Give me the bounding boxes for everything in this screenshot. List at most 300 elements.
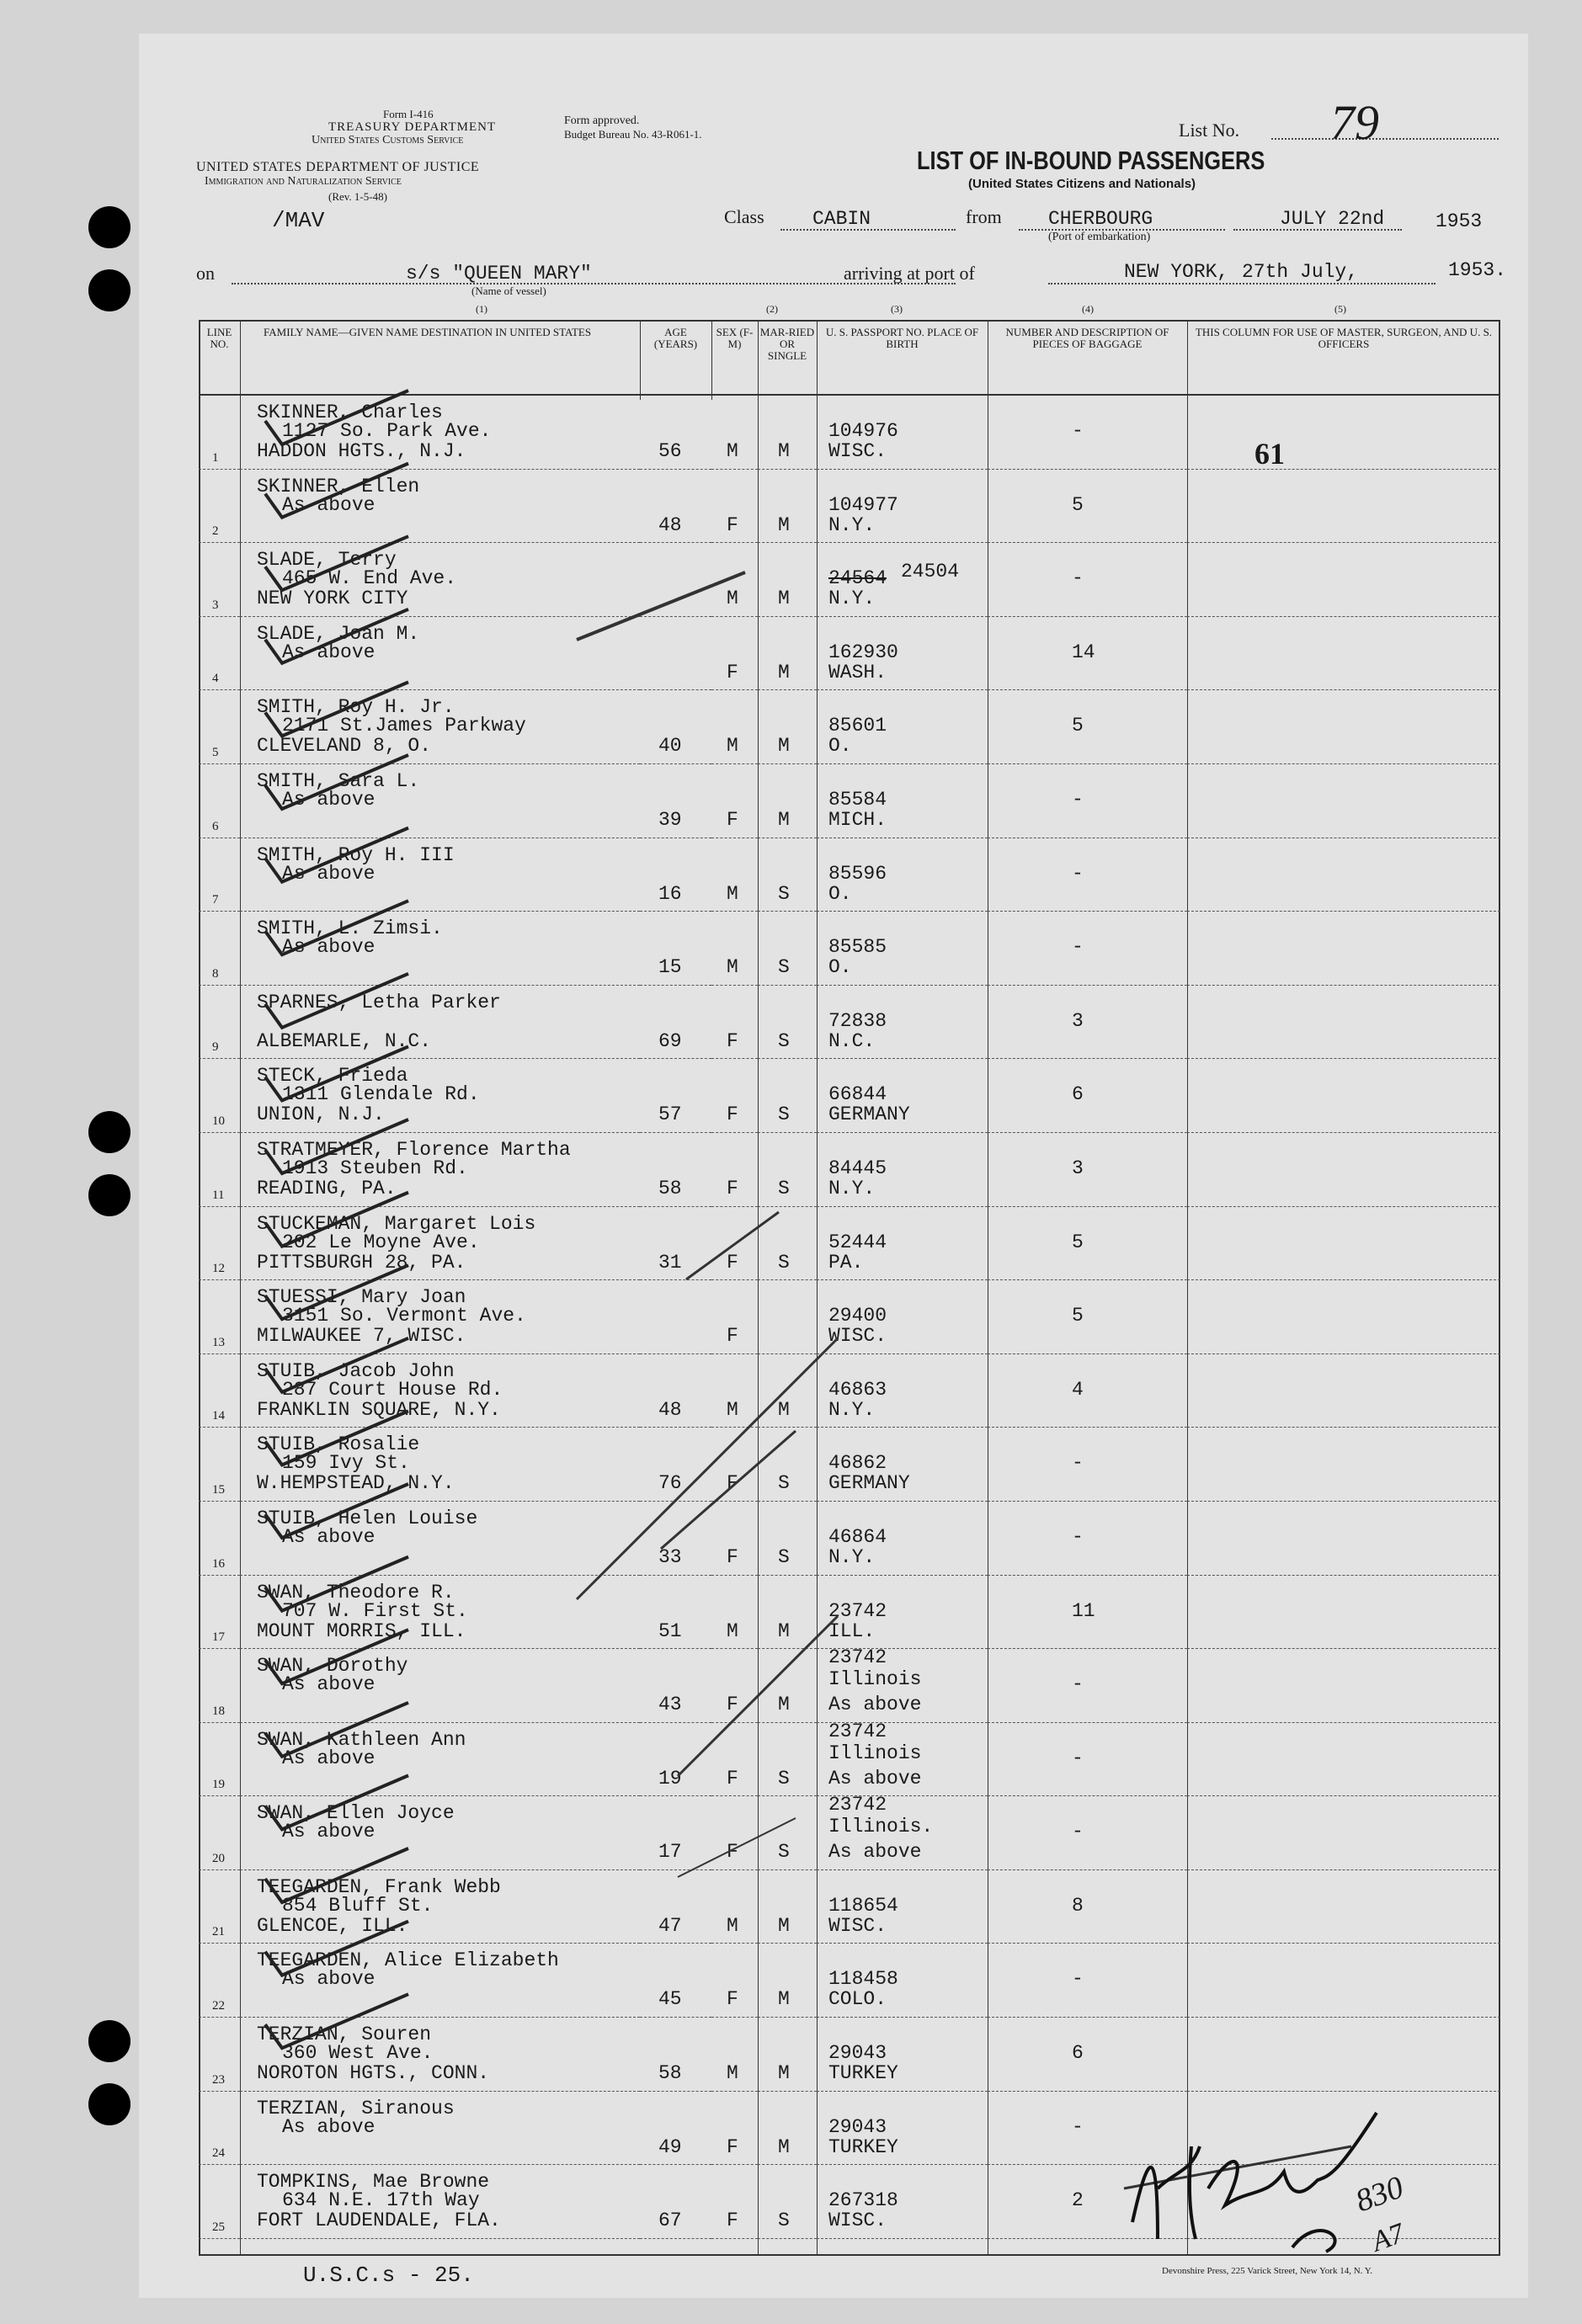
age: 19 <box>658 1767 682 1790</box>
married-cell <box>758 2165 817 2239</box>
age-cell <box>640 1206 711 1280</box>
sex: M <box>727 1619 738 1642</box>
age-cell <box>640 469 711 543</box>
name-cell <box>240 395 640 469</box>
marital-status: S <box>778 882 790 905</box>
header-officers: THIS COLUMN FOR USE OF MASTER, SURGEON, AND U. S. OFFICERS <box>1187 320 1500 395</box>
line-number-cell <box>199 1132 240 1206</box>
baggage-cell <box>988 985 1187 1059</box>
punch-hole <box>88 2083 131 2125</box>
marital-status: S <box>778 1472 790 1495</box>
age-cell <box>640 543 711 617</box>
line-number-cell <box>199 1206 240 1280</box>
passport-cell <box>817 395 988 469</box>
address-line-1: 287 Court House Rd. <box>282 1378 503 1401</box>
passport-number: 29043 <box>828 2042 887 2065</box>
address-line-1: 465 W. End Ave. <box>282 567 457 590</box>
age-cell <box>640 763 711 838</box>
line-number: 14 <box>212 1409 225 1423</box>
passport-number: 23742 <box>828 1720 887 1742</box>
table-row <box>199 543 1500 617</box>
sex-cell <box>711 1132 758 1206</box>
line-number: 5 <box>212 745 219 759</box>
passport-number: 23742 <box>828 1599 887 1622</box>
line-number-cell <box>199 912 240 986</box>
birthplace-line: GERMANY <box>828 1472 910 1495</box>
passport-number: 85585 <box>828 936 887 959</box>
baggage-count: 5 <box>1072 715 1084 737</box>
table-row <box>199 763 1500 838</box>
departure-year: 1953 <box>1436 210 1483 232</box>
marital-status: M <box>778 1619 790 1642</box>
line-number: 11 <box>212 1188 225 1202</box>
marital-status: M <box>778 440 790 462</box>
address-line-2: FORT LAUDENDALE, FLA. <box>257 2210 501 2232</box>
marital-status: S <box>778 1029 790 1052</box>
passport-cell <box>817 1722 988 1796</box>
sex: M <box>727 588 738 610</box>
passenger-name: TERZIAN, Siranous <box>257 2097 455 2119</box>
passenger-table <box>199 320 1500 2239</box>
baggage-cell <box>988 1280 1187 1354</box>
birthplace-line: As above <box>828 1841 922 1864</box>
address-line-1: 1311 Glendale Rd. <box>282 1083 480 1106</box>
table-row <box>199 1132 1500 1206</box>
baggage-count: 2 <box>1072 2189 1084 2212</box>
address-line-1: As above <box>282 788 376 811</box>
age: 47 <box>658 1914 682 1937</box>
punch-hole <box>88 1174 131 1216</box>
table-row <box>199 1796 1500 1870</box>
address-line-2: ALBEMARLE, N.C. <box>257 1029 432 1052</box>
officers-cell <box>1187 469 1500 543</box>
age-cell <box>640 1280 711 1354</box>
baggage-count: - <box>1072 1673 1084 1696</box>
passenger-name: SLADE, Terry <box>257 549 397 572</box>
table-row <box>199 1944 1500 2018</box>
line-number-cell <box>199 1575 240 1649</box>
sex: F <box>727 1104 738 1126</box>
age-cell <box>640 912 711 986</box>
birthplace-line: As above <box>828 1694 922 1716</box>
marital-status: S <box>778 956 790 979</box>
header-married: MAR-RIED OR SINGLE <box>758 320 817 395</box>
baggage-count: 8 <box>1072 1894 1084 1917</box>
passenger-name: SPARNES, Letha Parker <box>257 991 501 1013</box>
officers-cell <box>1187 1059 1500 1133</box>
age-cell <box>640 1428 711 1502</box>
header-age: AGE (YEARS) <box>640 320 711 395</box>
column-number: (5) <box>1334 303 1346 315</box>
address-line-1: 854 Bluff St. <box>282 1894 434 1917</box>
document-title: LIST OF IN-BOUND PASSENGERS <box>917 146 1265 175</box>
line-number-cell <box>199 2018 240 2092</box>
passport-cell <box>817 690 988 764</box>
baggage-count: - <box>1072 788 1084 811</box>
birthplace-line: N.Y. <box>828 1177 876 1199</box>
passport-number: 104977 <box>828 493 898 516</box>
table-row <box>199 1206 1500 1280</box>
baggage-cell <box>988 690 1187 764</box>
address-line-1: 3151 So. Vermont Ave. <box>282 1305 526 1327</box>
address-line-1: 202 Le Moyne Ave. <box>282 1231 480 1253</box>
address-line-2: MILWAUKEE 7, WISC. <box>257 1325 466 1348</box>
marital-status: S <box>778 1177 790 1199</box>
sex-cell <box>711 2091 758 2165</box>
age: 15 <box>658 956 682 979</box>
sex-cell <box>711 543 758 617</box>
passport-cell <box>817 2165 988 2239</box>
baggage-cell <box>988 1649 1187 1723</box>
address-line-1: 707 W. First St. <box>282 1599 468 1622</box>
header-line-no: LINE NO. <box>199 320 240 395</box>
passport-number: 162930 <box>828 641 898 663</box>
birthplace-line: PA. <box>828 1251 864 1274</box>
passenger-name: SMITH, Roy H. III <box>257 843 455 866</box>
baggage-count: 4 <box>1072 1378 1084 1401</box>
married-cell <box>758 985 817 1059</box>
passport-cell <box>817 912 988 986</box>
age-cell <box>640 616 711 690</box>
passport-cell <box>817 1353 988 1428</box>
baggage-cell <box>988 763 1187 838</box>
sex-cell <box>711 1944 758 2018</box>
header-name: FAMILY NAME—GIVEN NAME DESTINATION IN UNITED STATES <box>240 320 640 395</box>
sex-cell <box>711 912 758 986</box>
line-number: 21 <box>212 1925 225 1939</box>
address-line-2: W.HEMPSTEAD, N.Y. <box>257 1472 455 1495</box>
marital-status: M <box>778 808 790 831</box>
sex-cell <box>711 616 758 690</box>
document-subtitle: (United States Citizens and Nationals) <box>968 177 1196 191</box>
address-line-2: CLEVELAND 8, O. <box>257 735 432 758</box>
address-line-1: 634 N.E. 17th Way <box>282 2189 480 2212</box>
passport-number: 52444 <box>828 1231 887 1253</box>
married-cell <box>758 1501 817 1575</box>
age-cell <box>640 395 711 469</box>
birthplace-line: N.Y. <box>828 588 876 610</box>
passport-number: 29043 <box>828 2115 887 2138</box>
name-cell <box>240 1059 640 1133</box>
line-number-cell <box>199 543 240 617</box>
sex-cell <box>711 469 758 543</box>
form-footer-code: U.S.C.s - 25. <box>303 2263 474 2288</box>
sex: M <box>727 1914 738 1937</box>
sex: F <box>727 1177 738 1199</box>
birthplace-line: TURKEY <box>828 2135 898 2158</box>
line-number: 1 <box>212 450 219 465</box>
name-cell <box>240 985 640 1059</box>
table-row <box>199 838 1500 912</box>
table-row <box>199 912 1500 986</box>
married-cell <box>758 1059 817 1133</box>
line-number-cell <box>199 763 240 838</box>
birthplace-line: TURKEY <box>828 2062 898 2085</box>
sex-cell <box>711 1428 758 1502</box>
age-cell <box>640 2018 711 2092</box>
line-number: 7 <box>212 893 219 907</box>
married-cell <box>758 543 817 617</box>
line-number: 22 <box>212 1999 225 2013</box>
address-line-2: PITTSBURGH 28, PA. <box>257 1251 466 1274</box>
married-cell <box>758 763 817 838</box>
baggage-count: - <box>1072 1821 1084 1843</box>
sex-cell <box>711 395 758 469</box>
name-cell <box>240 1280 640 1354</box>
baggage-count: 3 <box>1072 1157 1084 1179</box>
passport-number: 29400 <box>828 1305 887 1327</box>
passenger-name: TOMPKINS, Mae Browne <box>257 2171 490 2194</box>
baggage-cell <box>988 1722 1187 1796</box>
passport-number: 23742 <box>828 1794 887 1816</box>
age: 39 <box>658 808 682 831</box>
age: 45 <box>658 1988 682 2011</box>
address-line-1: As above <box>282 1525 376 1548</box>
birthplace-line: WISC. <box>828 1325 887 1348</box>
sex-cell <box>711 1059 758 1133</box>
baggage-count: 6 <box>1072 1083 1084 1106</box>
address-line-1: As above <box>282 2115 376 2138</box>
sex: F <box>727 808 738 831</box>
birthplace-line: WISC. <box>828 1914 887 1937</box>
passport-cell <box>817 1796 988 1870</box>
name-cell <box>240 2091 640 2165</box>
address-line-1: As above <box>282 936 376 959</box>
table-header-row <box>199 320 1500 395</box>
name-cell <box>240 2165 640 2239</box>
marital-status: S <box>778 1545 790 1568</box>
table-row <box>199 1059 1500 1133</box>
age-cell <box>640 1353 711 1428</box>
baggage-cell <box>988 395 1187 469</box>
address-line-2: GLENCOE, ILL. <box>257 1914 408 1937</box>
married-cell <box>758 1796 817 1870</box>
table-row <box>199 1869 1500 1944</box>
age: 51 <box>658 1619 682 1642</box>
sex: F <box>727 661 738 683</box>
budget-bureau: Budget Bureau No. 43-R061-1. <box>564 128 702 141</box>
passenger-name: STUIB, Rosalie <box>257 1433 420 1456</box>
age-cell <box>640 1132 711 1206</box>
officers-cell <box>1187 1206 1500 1280</box>
header-sex: SEX (F-M) <box>711 320 758 395</box>
marital-status: S <box>778 1767 790 1790</box>
passport-number: 85601 <box>828 715 887 737</box>
sex: F <box>727 1988 738 2011</box>
passport-number: 72838 <box>828 1009 887 1032</box>
sex: M <box>727 1398 738 1421</box>
sex: F <box>727 1767 738 1790</box>
sex-cell <box>711 1796 758 1870</box>
from-label: from <box>966 206 1002 227</box>
officers-cell <box>1187 1649 1500 1723</box>
line-number-cell <box>199 1501 240 1575</box>
signature-time: 830 <box>1350 2169 1409 2220</box>
birthplace-line: COLO. <box>828 1988 887 2011</box>
birthplace-line: N.Y. <box>828 1398 876 1421</box>
marital-status: S <box>778 1104 790 1126</box>
name-cell <box>240 1353 640 1428</box>
sex-cell <box>711 1280 758 1354</box>
name-cell <box>240 1575 640 1649</box>
name-cell <box>240 1649 640 1723</box>
line-number-cell <box>199 690 240 764</box>
sex-cell <box>711 1649 758 1723</box>
sex-cell <box>711 1869 758 1944</box>
marital-status: M <box>778 1988 790 2011</box>
line-number-cell <box>199 1944 240 2018</box>
passport-cell <box>817 2018 988 2092</box>
printer-credit: Devonshire Press, 225 Varick Street, New York 14, N. Y. <box>1162 2266 1373 2276</box>
dept-treasury-sub: United States Customs Service <box>312 134 464 146</box>
list-number-value: 79 <box>1330 95 1379 150</box>
birthplace-line: GERMANY <box>828 1104 910 1126</box>
table-row <box>199 469 1500 543</box>
address-line-1: 2171 St.James Parkway <box>282 715 526 737</box>
passenger-name: TEEGARDEN, Frank Webb <box>257 1875 501 1898</box>
married-cell <box>758 690 817 764</box>
officers-cell <box>1187 395 1500 469</box>
marital-status: M <box>778 735 790 758</box>
baggage-count: 5 <box>1072 493 1084 516</box>
column-number: (2) <box>766 303 778 315</box>
age: 40 <box>658 735 682 758</box>
birthplace: Illinois <box>828 1742 922 1764</box>
baggage-count: 5 <box>1072 1231 1084 1253</box>
married-cell <box>758 1944 817 2018</box>
baggage-cell <box>988 1353 1187 1428</box>
birthplace-line: ILL. <box>828 1619 876 1642</box>
line-number-cell <box>199 1869 240 1944</box>
baggage-cell <box>988 1575 1187 1649</box>
age-cell <box>640 2165 711 2239</box>
sex-cell <box>711 2165 758 2239</box>
line-number-cell <box>199 1428 240 1502</box>
marital-status: M <box>778 661 790 683</box>
sex-cell <box>711 985 758 1059</box>
birthplace: Illinois. <box>828 1816 934 1838</box>
name-cell <box>240 763 640 838</box>
punch-hole <box>88 2020 131 2062</box>
passport-number: 118654 <box>828 1894 898 1917</box>
age-cell <box>640 1722 711 1796</box>
line-number-cell <box>199 1353 240 1428</box>
officers-note: 61 <box>1254 437 1285 471</box>
address-line-1: As above <box>282 493 376 516</box>
passport-number: 84445 <box>828 1157 887 1179</box>
age: 57 <box>658 1104 682 1126</box>
officers-cell <box>1187 1575 1500 1649</box>
address-line-1: As above <box>282 641 376 663</box>
passport-cell <box>817 1280 988 1354</box>
class-value: CABIN <box>812 208 871 230</box>
baggage-cell <box>988 1501 1187 1575</box>
sex: M <box>727 882 738 905</box>
sex: F <box>727 2135 738 2158</box>
line-number-cell <box>199 985 240 1059</box>
sex: F <box>727 513 738 536</box>
baggage-cell <box>988 1059 1187 1133</box>
sex: F <box>727 1325 738 1348</box>
passenger-name: STUCKEMAN, Margaret Lois <box>257 1212 536 1235</box>
married-cell <box>758 1280 817 1354</box>
name-cell <box>240 1796 640 1870</box>
age: 76 <box>658 1472 682 1495</box>
punch-hole <box>88 206 131 248</box>
sex: F <box>727 2210 738 2232</box>
passport-cell <box>817 838 988 912</box>
sex: F <box>727 1029 738 1052</box>
marital-status: M <box>778 2062 790 2085</box>
sex: F <box>727 1545 738 1568</box>
age-cell <box>640 1649 711 1723</box>
column-number: (3) <box>891 303 903 315</box>
officers-cell <box>1187 1796 1500 1870</box>
marital-status: S <box>778 1251 790 1274</box>
birthplace-line: WASH. <box>828 661 887 683</box>
passport-number: 85584 <box>828 788 887 811</box>
line-number: 16 <box>212 1556 225 1571</box>
passport-cell <box>817 1869 988 1944</box>
baggage-cell <box>988 838 1187 912</box>
signature <box>1124 2096 1402 2256</box>
baggage-count: - <box>1072 2115 1084 2138</box>
married-cell <box>758 838 817 912</box>
passport-number: 267318 <box>828 2189 898 2212</box>
passenger-name: STUIB, Helen Louise <box>257 1507 478 1529</box>
table-row <box>199 2018 1500 2092</box>
line-number-cell <box>199 1722 240 1796</box>
line-number: 2 <box>212 524 219 539</box>
passenger-name: SKINNER, Charles <box>257 402 443 423</box>
officers-cell <box>1187 2018 1500 2092</box>
baggage-count: - <box>1072 1747 1084 1769</box>
birthplace-line: WISC. <box>828 440 887 462</box>
address-line-1: As above <box>282 1821 376 1843</box>
passenger-name: STRATMEYER, Florence Martha <box>257 1138 571 1161</box>
line-number-cell <box>199 1059 240 1133</box>
list-number-label: List No. <box>1179 120 1240 141</box>
officers-cell <box>1187 1722 1500 1796</box>
birthplace-line: N.Y. <box>828 513 876 536</box>
baggage-cell <box>988 469 1187 543</box>
address-line-2: HADDON HGTS., N.J. <box>257 440 466 462</box>
address-line-2: FRANKLIN SQUARE, N.Y. <box>257 1398 501 1421</box>
passenger-name: SMITH, L. Zimsi. <box>257 917 443 940</box>
baggage-cell <box>988 2018 1187 2092</box>
name-cell <box>240 1428 640 1502</box>
officers-cell <box>1187 1428 1500 1502</box>
passport-cell <box>817 543 988 617</box>
age-cell <box>640 1869 711 1944</box>
passport-number: 46863 <box>828 1378 887 1401</box>
baggage-count: - <box>1072 1452 1084 1475</box>
officers-cell <box>1187 1132 1500 1206</box>
passenger-name: SWAN, Dorothy <box>257 1655 408 1678</box>
officers-cell <box>1187 616 1500 690</box>
line-number: 19 <box>212 1778 225 1792</box>
age: 58 <box>658 1177 682 1199</box>
sex-cell <box>711 1353 758 1428</box>
sex-cell <box>711 1722 758 1796</box>
sex: M <box>727 440 738 462</box>
address-line-1: As above <box>282 862 376 885</box>
table-row <box>199 616 1500 690</box>
age: 17 <box>658 1841 682 1864</box>
punch-hole <box>88 269 131 311</box>
married-cell <box>758 1206 817 1280</box>
marital-status: S <box>778 2210 790 2232</box>
